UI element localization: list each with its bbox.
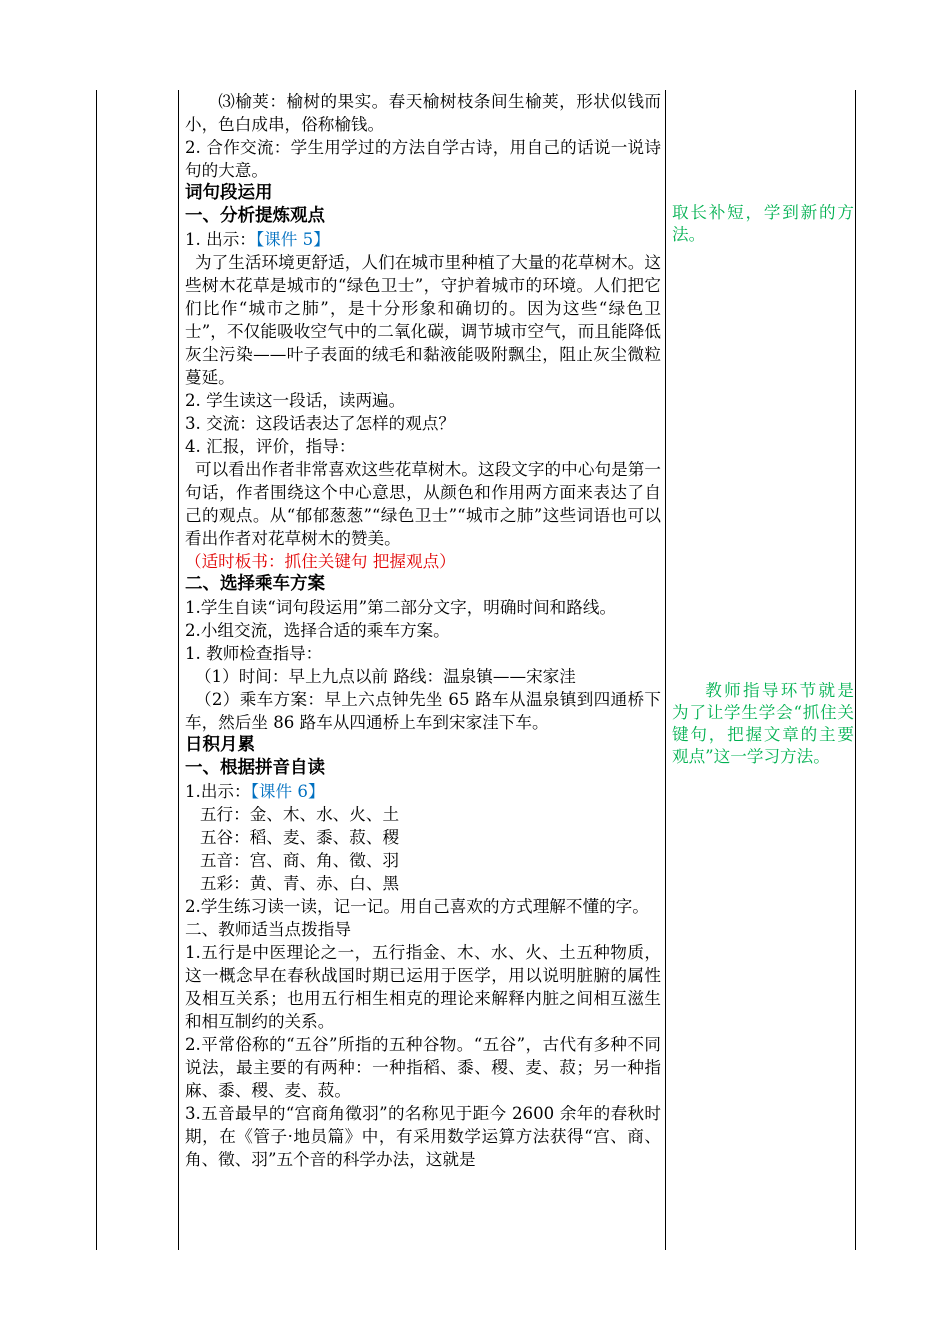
step-show-slide [185, 228, 661, 251]
side-note-2: 教师指导环节就是为了让学生学会“抓住关键句，把握文章的主要观点”这一学习方法。 [672, 681, 854, 766]
step-self-read-part2: 1.学生自读“词句段运用”第二部分文字，明确时间和路线。 [185, 598, 617, 617]
table-border-inner-1 [178, 90, 179, 1250]
list-item-five-grains: 五谷：稻、麦、黍、菽、稷 [199, 828, 400, 847]
table-border-left [96, 90, 97, 1250]
step-teacher-check: 1. 教师检查指导： [185, 644, 323, 663]
step-cooperative-exchange: 2. 合作交流：学生用学过的方法自学古诗，用自己的话说一说诗句的大意。 [185, 138, 661, 180]
table-border-inner-2 [665, 90, 666, 1250]
part-heading-analyze-viewpoint: 一、分析提炼观点 [185, 206, 325, 226]
explain-five-tones: 3.五音最早的“宫商角徵羽”的名称见于距今 2600 余年的春秋时期，在《管子·地员篇》中，有采用数学运算方法获得“宫、商、角、徵、羽”五个音的科学办法，这就是 [185, 1104, 661, 1169]
step-report-evaluate: 4. 汇报，评价，指导： [185, 437, 356, 456]
answer-bus-plan: （2）乘车方案：早上六点钟先坐 65 路车从温泉镇到四通桥下车，然后坐 86 路车从四通桥上车到宋家洼下车。 [185, 690, 661, 732]
note-elm-pod: ⑶榆荚：榆树的果实。春天榆树枝条间生榆荚，形状似钱而小，色白成串，俗称榆钱。 [185, 92, 661, 134]
step-group-exchange: 2.小组交流，选择合适的乘车方案。 [185, 621, 450, 640]
lesson-content-column [185, 90, 661, 1171]
step-show-slide-text: 1. 出示： [185, 230, 256, 249]
answer-time-route: （1）时间：早上九点以前 路线：温泉镇——宋家洼 [194, 667, 576, 686]
teacher-summary: 可以看出作者非常喜欢这些花草树木。这段文字的中心句是第一句话，作者围绕这个中心意思，从颜色和作用两方面来表达了自己的观点。从“郁郁葱葱”“绿色卫士”“城市之肺”这些词语也可以看出作者对花草树木的赞美。 [185, 460, 661, 548]
explain-five-elements: 1.五行是中医理论之一，五行指金、木、水、火、土五种物质，这一概念早在春秋战国时期已运用于医学，用以说明脏腑的属性及相互关系；也用五行相生相克的理论来解释内脏之间相互滋生和相互制约的关系。 [185, 943, 661, 1031]
step-show-slide-6-text: 1.出示： [185, 782, 251, 801]
section-heading-daily-accumulation: 日积月累 [185, 735, 255, 755]
list-item-five-tones: 五音：宫、商、角、徵、羽 [199, 851, 400, 870]
board-writing-note: （适时板书：抓住关键句 把握观点） [185, 552, 456, 571]
step-practice-reading: 2.学生练习读一读，记一记。用自己喜欢的方式理解不懂的字。 [185, 897, 649, 916]
list-item-five-elements: 五行：金、木、水、火、土 [199, 805, 400, 824]
courseware-tag-6: 【课件 6】 [250, 782, 325, 801]
courseware-tag-5: 【课件 5】 [255, 230, 330, 249]
explain-five-grains: 2.平常俗称的“五谷”所指的五种谷物。“五谷”，古代有多种不同说法，最主要的有两种：一种指稻、黍、稷、麦、菽；另一种指麻、黍、稷、麦、菽。 [185, 1035, 661, 1100]
list-item-five-colors: 五彩：黄、青、赤、白、黑 [199, 874, 400, 893]
reading-passage: 为了生活环境更舒适，人们在城市里种植了大量的花草树木。这些树木花草是城市的“绿色卫士”，守护着城市的环境。人们把它们比作“城市之肺”，是十分形象和确切的。因为这些“绿色卫士”，不仅能吸收空气中的二氧化碳，调节城市空气，而且能降低灰尘污染——叶子表面的绒毛和黏液能吸附飘尘，阻止灰尘微粒蔓延。 [185, 253, 661, 387]
section-heading-word-sentence: 词句段运用 [185, 183, 273, 203]
part-heading-bus-plan: 二、选择乘车方案 [185, 574, 325, 594]
part-heading-teacher-guidance: 二、教师适当点拨指导 [185, 920, 351, 939]
part-heading-pinyin-reading: 一、根据拼音自读 [185, 758, 325, 778]
table-border-right [855, 90, 856, 1250]
step-show-slide-6 [185, 780, 661, 803]
step-discuss-viewpoint: 3. 交流：这段话表达了怎样的观点？ [185, 414, 456, 433]
side-note-1: 取长补短，学到新的方法。 [672, 203, 854, 244]
step-read-twice: 2. 学生读这一段话，读两遍。 [185, 391, 406, 410]
